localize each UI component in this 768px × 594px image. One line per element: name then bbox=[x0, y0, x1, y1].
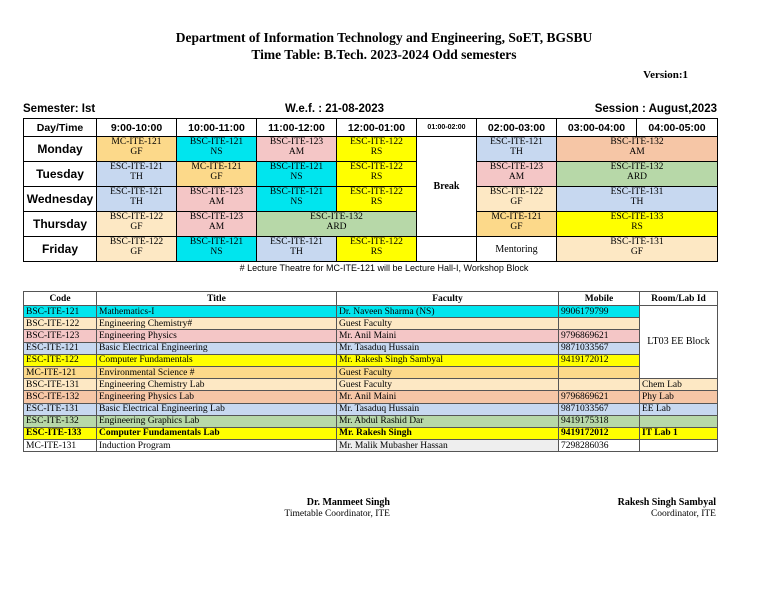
slot-cell bbox=[337, 162, 417, 187]
slot-code: MC-ITE-121 bbox=[491, 212, 542, 222]
course-title: Environmental Science # bbox=[97, 366, 337, 378]
slot-cell bbox=[477, 162, 557, 187]
slot-faculty: GF bbox=[130, 222, 143, 232]
day-label: Friday bbox=[24, 237, 97, 262]
slot-code: MC-ITE-121 bbox=[191, 162, 242, 172]
header-cell: 03:00-04:00 bbox=[557, 119, 637, 137]
slot-cell bbox=[337, 237, 417, 262]
wef-label: W.e.f. : 21-08-2023 bbox=[285, 103, 385, 115]
page-title: Department of Information Technology and Engineering, SoET, BGSBU bbox=[175, 30, 593, 45]
course-faculty: Mr. Abdul Rashid Dar bbox=[337, 415, 559, 427]
course-mobile: 9419172012 bbox=[559, 427, 640, 439]
slot-code: BSC-ITE-122 bbox=[109, 237, 164, 247]
course-code: ESC-ITE-121 bbox=[24, 342, 97, 354]
day-row-thursday bbox=[24, 212, 718, 237]
course-title: Engineering Chemistry Lab bbox=[97, 379, 337, 391]
slot-faculty: ARD bbox=[326, 222, 347, 232]
slot-code: ESC-ITE-132 bbox=[310, 212, 363, 222]
mentoring-cell: Mentoring bbox=[477, 237, 557, 262]
slot-code: BSC-ITE-122 bbox=[109, 212, 164, 222]
signature-right bbox=[520, 497, 716, 519]
course-table bbox=[23, 291, 718, 452]
course-code: MC-ITE-131 bbox=[24, 440, 97, 452]
slot-code: ESC-ITE-131 bbox=[610, 187, 664, 197]
slot-cell bbox=[97, 162, 177, 187]
slot-cell bbox=[557, 237, 718, 262]
header-cell: Code bbox=[24, 292, 97, 306]
day-label: Monday bbox=[24, 137, 97, 162]
course-faculty: Guest Faculty bbox=[337, 379, 559, 391]
slot-code: BSC-ITE-122 bbox=[489, 187, 544, 197]
slot-code: BSC-ITE-123 bbox=[269, 137, 324, 147]
slot-faculty: TH bbox=[510, 147, 523, 157]
slot-code: ESC-ITE-122 bbox=[350, 187, 403, 197]
slot-faculty: GF bbox=[510, 197, 523, 207]
course-faculty: Mr. Malik Mubasher Hassan bbox=[337, 440, 559, 452]
slot-code: BSC-ITE-123 bbox=[189, 212, 244, 222]
table-row bbox=[24, 354, 718, 366]
slot-code: BSC-ITE-121 bbox=[189, 237, 244, 247]
slot-cell bbox=[177, 162, 257, 187]
course-code: ESC-ITE-133 bbox=[24, 427, 97, 439]
day-label: Wednesday bbox=[24, 187, 97, 212]
slot-code: ESC-ITE-121 bbox=[270, 237, 323, 247]
course-mobile bbox=[559, 379, 640, 391]
slot-code: ESC-ITE-132 bbox=[610, 162, 664, 172]
slot-faculty: TH bbox=[290, 247, 303, 257]
header-cell: Title bbox=[97, 292, 337, 306]
slot-cell bbox=[477, 212, 557, 237]
course-code: BSC-ITE-121 bbox=[24, 306, 97, 318]
slot-faculty: ARD bbox=[626, 172, 648, 182]
slot-faculty: AM bbox=[208, 197, 225, 207]
course-room: Chem Lab bbox=[640, 379, 718, 391]
timetable bbox=[23, 118, 718, 262]
slot-faculty: NS bbox=[210, 147, 223, 157]
slot-code: BSC-ITE-123 bbox=[189, 187, 244, 197]
course-title: Mathematics-I bbox=[97, 306, 337, 318]
slot-code: MC-ITE-121 bbox=[111, 137, 162, 147]
slot-faculty: AM bbox=[288, 147, 305, 157]
slot-faculty: GF bbox=[130, 247, 143, 257]
course-code: ESC-ITE-122 bbox=[24, 354, 97, 366]
slot-cell bbox=[257, 137, 337, 162]
table-row bbox=[24, 306, 718, 318]
course-mobile: 9796869621 bbox=[559, 391, 640, 403]
course-room bbox=[640, 440, 718, 452]
course-faculty: Mr. Anil Maini bbox=[337, 330, 559, 342]
course-faculty: Mr. Anil Maini bbox=[337, 391, 559, 403]
course-mobile: 9419172012 bbox=[559, 354, 640, 366]
header-cell: 04:00-05:00 bbox=[637, 119, 718, 137]
slot-faculty: NS bbox=[290, 197, 303, 207]
header-cell: 10:00-11:00 bbox=[177, 119, 257, 137]
signature-left-name: Dr. Manmeet Singh bbox=[306, 497, 390, 508]
course-code: MC-ITE-121 bbox=[24, 366, 97, 378]
slot-faculty: NS bbox=[290, 172, 303, 182]
slot-faculty: RS bbox=[370, 197, 383, 207]
course-code: BSC-ITE-132 bbox=[24, 391, 97, 403]
day-label: Thursday bbox=[24, 212, 97, 237]
header-cell: Faculty bbox=[337, 292, 559, 306]
slot-faculty: GF bbox=[630, 247, 644, 257]
slot-cell bbox=[557, 212, 718, 237]
slot-cell bbox=[477, 137, 557, 162]
course-faculty: Mr. Tasaduq Hussain bbox=[337, 342, 559, 354]
day-row-friday bbox=[24, 237, 718, 262]
slot-cell bbox=[177, 237, 257, 262]
table-row bbox=[24, 330, 718, 342]
course-title: Engineering Physics bbox=[97, 330, 337, 342]
header-cell: Room/Lab Id bbox=[640, 292, 718, 306]
course-code: BSC-ITE-123 bbox=[24, 330, 97, 342]
slot-cell bbox=[177, 137, 257, 162]
slot-faculty: RS bbox=[370, 147, 383, 157]
slot-cell bbox=[97, 237, 177, 262]
course-mobile: 9906179799 bbox=[559, 306, 640, 318]
course-room bbox=[640, 415, 718, 427]
course-mobile: 9796869621 bbox=[559, 330, 640, 342]
course-mobile: 7298286036 bbox=[559, 440, 640, 452]
header-cell: Day/Time bbox=[24, 119, 97, 137]
course-faculty: Mr. Rakesh Singh Sambyal bbox=[337, 354, 559, 366]
table-row bbox=[24, 403, 718, 415]
table-row bbox=[24, 379, 718, 391]
table-row bbox=[24, 440, 718, 452]
slot-cell bbox=[557, 187, 718, 212]
slot-faculty: TH bbox=[130, 172, 143, 182]
slot-code: ESC-ITE-121 bbox=[110, 187, 163, 197]
header-cell: 9:00-10:00 bbox=[97, 119, 177, 137]
course-code: ESC-ITE-131 bbox=[24, 403, 97, 415]
session-label: Session : August,2023 bbox=[594, 103, 717, 115]
course-room: IT Lab 1 bbox=[640, 427, 718, 439]
slot-cell bbox=[97, 212, 177, 237]
slot-cell bbox=[177, 187, 257, 212]
signature-left bbox=[180, 497, 390, 519]
signature-right-role: Coordinator, ITE bbox=[650, 509, 716, 519]
day-row-tuesday bbox=[24, 162, 718, 187]
day-row-wednesday bbox=[24, 187, 718, 212]
course-room: Phy Lab bbox=[640, 391, 718, 403]
slot-faculty: RS bbox=[631, 222, 643, 232]
signature-left-role: Timetable Coordinator, ITE bbox=[284, 509, 390, 519]
course-room: EE Lab bbox=[640, 403, 718, 415]
course-code: BSC-ITE-122 bbox=[24, 318, 97, 330]
course-title: Induction Program bbox=[97, 440, 337, 452]
slot-code: ESC-ITE-121 bbox=[110, 162, 163, 172]
slot-faculty: AM bbox=[208, 222, 225, 232]
slot-code: BSC-ITE-121 bbox=[269, 187, 324, 197]
course-room-merged: LT03 EE Block bbox=[640, 306, 718, 379]
course-title: Engineering Graphics Lab bbox=[97, 415, 337, 427]
table-row bbox=[24, 415, 718, 427]
slot-code: BSC-ITE-132 bbox=[610, 137, 664, 147]
slot-cell bbox=[177, 212, 257, 237]
break-empty-cell bbox=[417, 237, 477, 262]
slot-faculty: GF bbox=[510, 222, 523, 232]
slot-code: ESC-ITE-133 bbox=[610, 212, 664, 222]
course-title: Engineering Chemistry# bbox=[97, 318, 337, 330]
lecture-note: # Lecture Theatre for MC-ITE-121 will be Lecture Hall-I, Workshop Block bbox=[239, 263, 529, 273]
slot-faculty: TH bbox=[130, 197, 143, 207]
slot-cell bbox=[337, 137, 417, 162]
course-faculty: Mr. Rakesh Singh bbox=[337, 427, 559, 439]
header-cell: 02:00-03:00 bbox=[477, 119, 557, 137]
day-label: Tuesday bbox=[24, 162, 97, 187]
course-title: Basic Electrical Engineering bbox=[97, 342, 337, 354]
slot-code: ESC-ITE-122 bbox=[350, 162, 403, 172]
timetable-header-row bbox=[24, 119, 718, 137]
table-row bbox=[24, 366, 718, 378]
slot-code: BSC-ITE-121 bbox=[269, 162, 324, 172]
slot-cell bbox=[97, 137, 177, 162]
slot-cell bbox=[257, 237, 337, 262]
course-code: ESC-ITE-132 bbox=[24, 415, 97, 427]
course-faculty: Guest Faculty bbox=[337, 366, 559, 378]
slot-code: ESC-ITE-121 bbox=[490, 137, 543, 147]
course-header-row bbox=[24, 292, 718, 306]
slot-code: ESC-ITE-122 bbox=[350, 137, 403, 147]
slot-code: BSC-ITE-123 bbox=[489, 162, 544, 172]
course-faculty: Mr. Tasaduq Hussain bbox=[337, 403, 559, 415]
course-mobile bbox=[559, 318, 640, 330]
header-cell: 12:00-01:00 bbox=[337, 119, 417, 137]
version-label: Version:1 bbox=[643, 69, 688, 81]
slot-code: BSC-ITE-121 bbox=[189, 137, 244, 147]
course-title: Computer Fundamentals bbox=[97, 354, 337, 366]
table-row bbox=[24, 318, 718, 330]
course-title: Engineering Physics Lab bbox=[97, 391, 337, 403]
slot-cell bbox=[557, 162, 718, 187]
course-mobile: 9871033567 bbox=[559, 342, 640, 354]
break-cell: Break bbox=[417, 137, 477, 237]
slot-code: BSC-ITE-131 bbox=[610, 237, 664, 247]
slot-faculty: NS bbox=[210, 247, 223, 257]
slot-faculty: AM bbox=[508, 172, 525, 182]
slot-faculty: TH bbox=[630, 197, 644, 207]
page-subtitle: Time Table: B.Tech. 2023-2024 Odd semesters bbox=[251, 47, 517, 62]
slot-cell bbox=[257, 162, 337, 187]
course-title: Computer Fundamentals Lab bbox=[97, 427, 337, 439]
slot-faculty: GF bbox=[210, 172, 223, 182]
day-row-monday bbox=[24, 137, 718, 162]
header-cell: 01:00-02:00 bbox=[417, 119, 477, 137]
course-faculty: Dr. Naveen Sharma (NS) bbox=[337, 306, 559, 318]
slot-cell bbox=[257, 212, 417, 237]
table-row bbox=[24, 342, 718, 354]
course-title: Basic Electrical Engineering Lab bbox=[97, 403, 337, 415]
slot-faculty: RS bbox=[370, 247, 383, 257]
slot-code: ESC-ITE-122 bbox=[350, 237, 403, 247]
table-row bbox=[24, 391, 718, 403]
slot-cell bbox=[97, 187, 177, 212]
slot-cell bbox=[337, 187, 417, 212]
slot-faculty: AM bbox=[629, 147, 645, 157]
table-row bbox=[24, 427, 718, 439]
semester-label: Semester: Ist bbox=[23, 103, 96, 115]
course-mobile: 9419175318 bbox=[559, 415, 640, 427]
slot-faculty: RS bbox=[370, 172, 383, 182]
header-cell: Mobile bbox=[559, 292, 640, 306]
course-code: BSC-ITE-131 bbox=[24, 379, 97, 391]
slot-cell bbox=[477, 187, 557, 212]
slot-cell bbox=[557, 137, 718, 162]
course-faculty: Guest Faculty bbox=[337, 318, 559, 330]
course-mobile: 9871033567 bbox=[559, 403, 640, 415]
slot-faculty: GF bbox=[130, 147, 143, 157]
slot-cell bbox=[257, 187, 337, 212]
signature-right-name: Rakesh Singh Sambyal bbox=[617, 497, 716, 508]
header-cell: 11:00-12:00 bbox=[257, 119, 337, 137]
course-mobile bbox=[559, 366, 640, 378]
